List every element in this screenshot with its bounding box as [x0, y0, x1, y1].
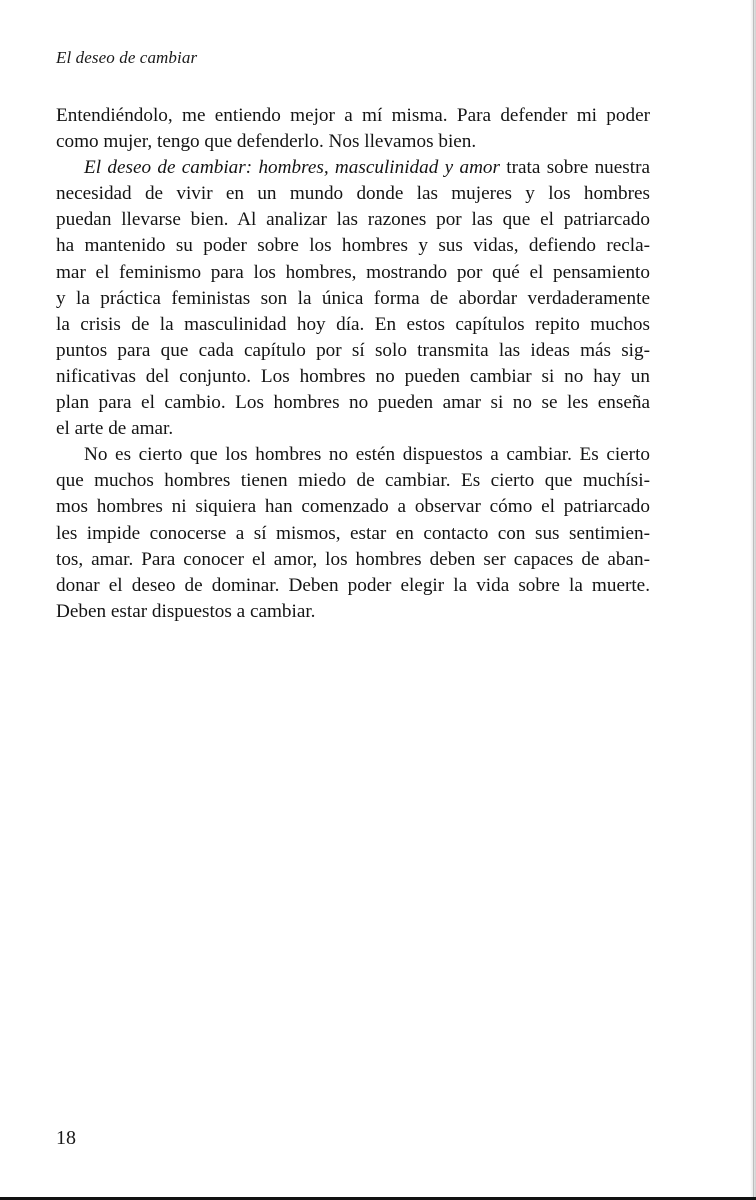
text-line: que muchos hombres tienen miedo de cambiar. Es cierto que muchísi-: [56, 470, 650, 492]
scan-edge-line: [753, 0, 754, 1200]
text-line: tos, amar. Para conocer el amor, los hombres deben ser capaces de aban-: [56, 548, 650, 570]
text-line: puedan llevarse bien. Al analizar las razones por las que el patriarcado: [56, 209, 650, 231]
text-fragment: trata sobre nuestra: [499, 157, 650, 179]
text-line: Deben estar dispuestos a cambiar.: [56, 600, 316, 622]
text-line: la crisis de la masculinidad hoy día. En estos capítulos repito muchos: [56, 313, 650, 335]
text-line: como mujer, tengo que defenderlo. Nos llevamos bien.: [56, 131, 477, 153]
text-line: No es cierto que los hombres no estén dispuestos a cambiar. Es cierto: [84, 444, 650, 466]
text-line: y la práctica feministas son la única forma de abordar verdaderamente: [56, 287, 650, 309]
text-line: ha mantenido su poder sobre los hombres y sus vidas, defiendo recla-: [56, 235, 650, 257]
running-head: El deseo de cambiar: [56, 48, 198, 67]
text-line: mar el feminismo para los hombres, mostrando por qué el pensamiento: [56, 261, 650, 283]
book-title-italic: El deseo de cambiar: hombres, masculinidad y amor: [84, 157, 500, 179]
text-line: necesidad de vivir en un mundo donde las mujeres y los hombres: [56, 183, 650, 205]
text-line: [56, 155, 650, 181]
text-line: les impide conocerse a sí mismos, estar en contacto con sus sentimien-: [56, 522, 650, 544]
text-line: mos hombres ni siquiera han comenzado a observar cómo el patriarcado: [56, 496, 650, 518]
text-line: Entendiéndolo, me entiendo mejor a mí misma. Para defender mi poder: [56, 105, 650, 126]
page-number: 18: [56, 1127, 76, 1149]
text-line: donar el deseo de dominar. Deben poder elegir la vida sobre la muerte.: [56, 574, 650, 596]
text-line: puntos para que cada capítulo por sí solo transmita las ideas más sig-: [56, 339, 650, 361]
text-line: nificativas del conjunto. Los hombres no pueden cambiar si no hay un: [56, 365, 650, 387]
body-text: [56, 103, 650, 625]
text-line: plan para el cambio. Los hombres no pueden amar si no se les enseña: [56, 392, 650, 414]
text-line: el arte de amar.: [56, 418, 174, 440]
